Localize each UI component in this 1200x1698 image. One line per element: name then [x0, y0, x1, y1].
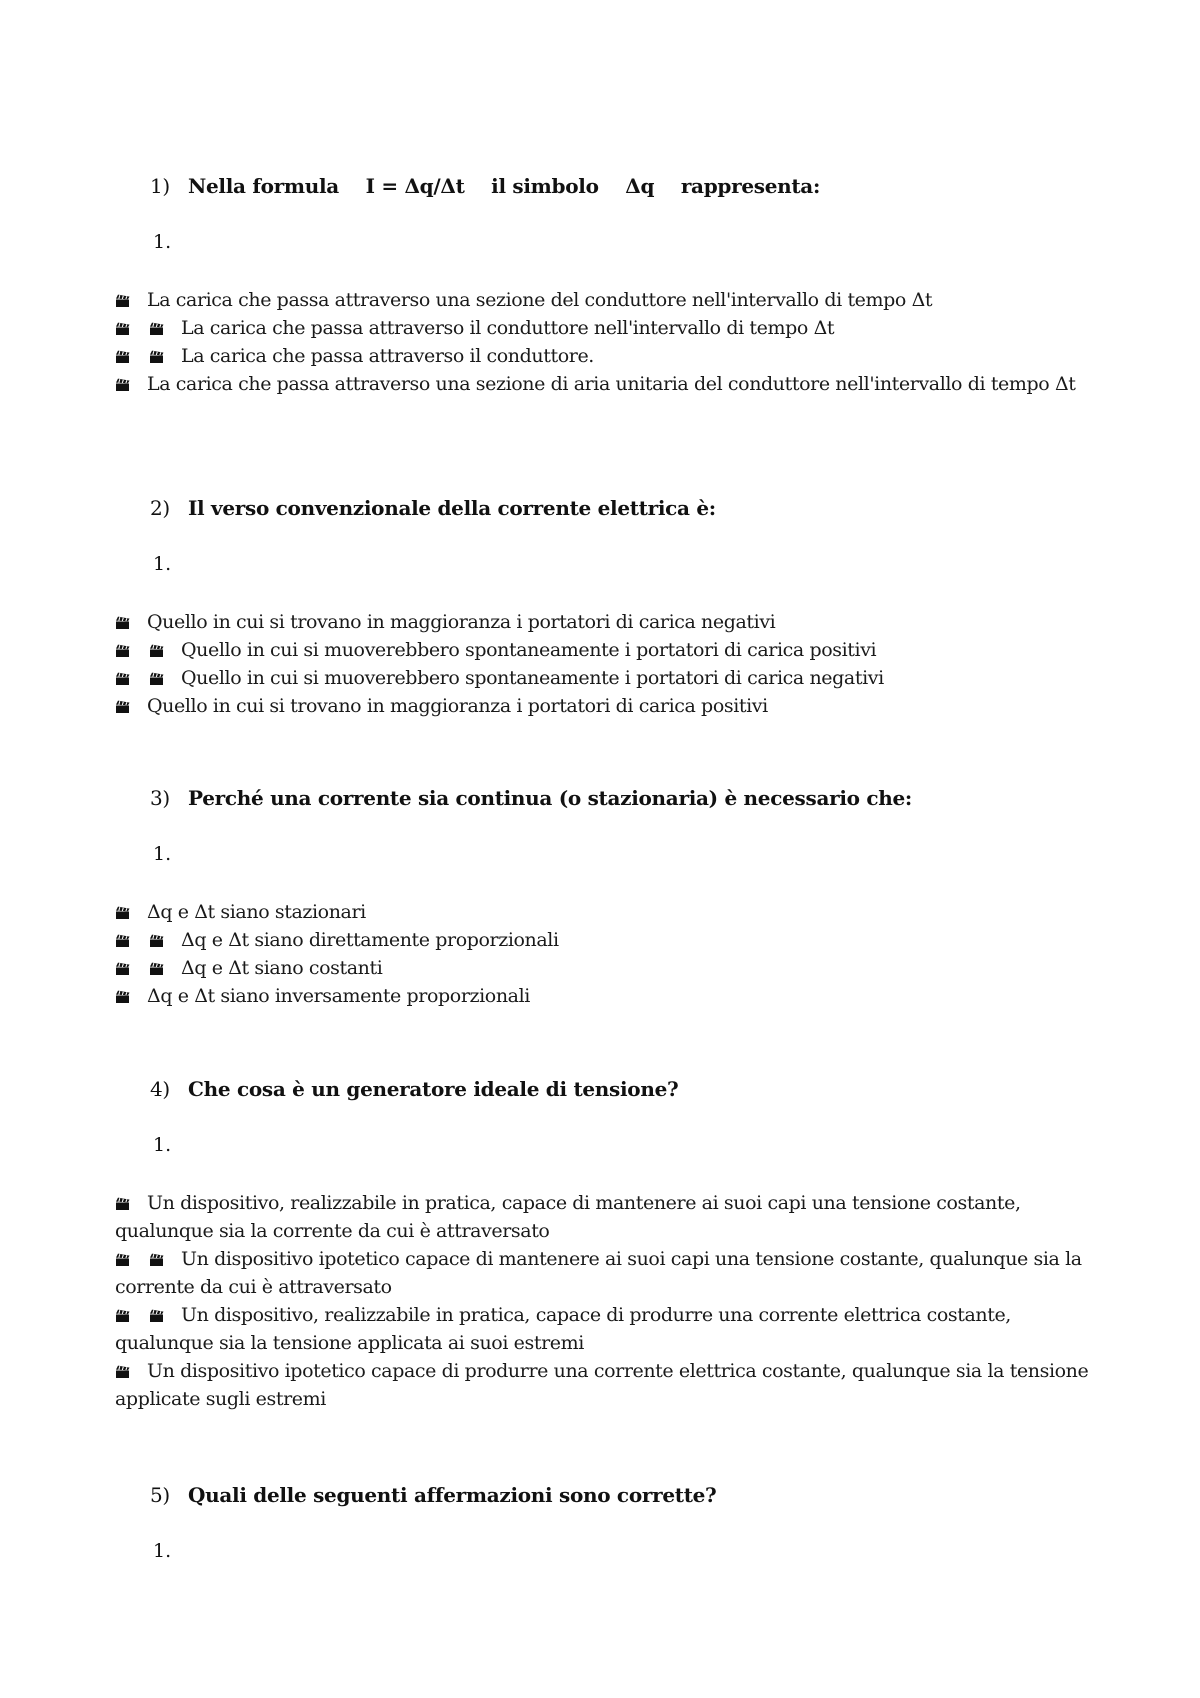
answer-option-text: La carica che passa attraverso una sezione di aria unitaria del conduttore nell'intervallo di tempo Δt	[147, 373, 1076, 395]
answer-option	[115, 926, 1095, 954]
answer-option	[115, 1357, 1095, 1413]
answer-option	[115, 608, 1095, 636]
question-number: 3)	[150, 786, 170, 810]
clapperboard-icon	[115, 1309, 131, 1323]
answer-option	[115, 636, 1095, 664]
clapperboard-icon	[115, 1253, 131, 1267]
clapperboard-icon	[149, 1253, 165, 1267]
answer-option	[115, 314, 1095, 342]
clapperboard-icon	[115, 700, 131, 714]
question-heading	[150, 786, 912, 810]
answer-option	[115, 954, 1095, 982]
answer-option	[115, 898, 1095, 926]
question-title: Quali delle seguenti affermazioni sono corrette?	[188, 1483, 717, 1507]
clapperboard-icon	[115, 906, 131, 920]
answer-option-text: Un dispositivo, realizzabile in pratica, capace di produrre una corrente elettrica costante, qualunque sia la tensione applicata ai suoi estremi	[115, 1304, 1011, 1354]
question-title: Il verso convenzionale della corrente elettrica è:	[188, 496, 716, 520]
options-list	[115, 608, 1095, 720]
clapperboard-icon	[149, 934, 165, 948]
question-heading	[150, 1483, 716, 1507]
clapperboard-icon	[149, 672, 165, 686]
clapperboard-icon	[115, 616, 131, 630]
answer-option	[115, 1189, 1095, 1245]
list-marker: 1.	[153, 1134, 172, 1156]
question-title: Perché una corrente sia continua (o stazionaria) è necessario che:	[188, 786, 912, 810]
clapperboard-icon	[115, 1197, 131, 1211]
list-marker: 1.	[153, 231, 172, 253]
clapperboard-icon	[115, 934, 131, 948]
question-title: Che cosa è un generatore ideale di tensione?	[188, 1077, 679, 1101]
options-list	[115, 1189, 1095, 1413]
answer-option	[115, 692, 1095, 720]
question-number: 4)	[150, 1077, 170, 1101]
answer-option-text: Δq e Δt siano costanti	[181, 957, 383, 979]
options-list	[115, 286, 1095, 398]
answer-option-text: Quello in cui si muoverebbero spontaneamente i portatori di carica positivi	[181, 639, 877, 661]
clapperboard-icon	[115, 672, 131, 686]
answer-option	[115, 1245, 1095, 1301]
question-number: 5)	[150, 1483, 170, 1507]
answer-option-text: La carica che passa attraverso una sezione del conduttore nell'intervallo di tempo Δt	[147, 289, 933, 311]
clapperboard-icon	[149, 644, 165, 658]
answer-option-text: Un dispositivo ipotetico capace di mantenere ai suoi capi una tensione costante, qualunque sia la corrente da cui è attraversato	[115, 1248, 1082, 1298]
answer-option-text: Quello in cui si trovano in maggioranza i portatori di carica negativi	[147, 611, 776, 633]
clapperboard-icon	[115, 1365, 131, 1379]
answer-option-text: Δq e Δt siano direttamente proporzionali	[181, 929, 559, 951]
answer-option-text: Δq e Δt siano inversamente proporzionali	[147, 985, 530, 1007]
list-marker: 1.	[153, 1540, 172, 1562]
answer-option	[115, 342, 1095, 370]
question-heading	[150, 174, 820, 198]
answer-option	[115, 370, 1095, 398]
clapperboard-icon	[149, 350, 165, 364]
answer-option	[115, 1301, 1095, 1357]
answer-option-text: Quello in cui si trovano in maggioranza i portatori di carica positivi	[147, 695, 768, 717]
clapperboard-icon	[115, 378, 131, 392]
answer-option-text: La carica che passa attraverso il conduttore nell'intervallo di tempo Δt	[181, 317, 835, 339]
clapperboard-icon	[115, 644, 131, 658]
list-marker: 1.	[153, 843, 172, 865]
clapperboard-icon	[115, 990, 131, 1004]
answer-option-text: La carica che passa attraverso il conduttore.	[181, 345, 594, 367]
answer-option	[115, 982, 1095, 1010]
question-number: 2)	[150, 496, 170, 520]
list-marker: 1.	[153, 553, 172, 575]
answer-option	[115, 664, 1095, 692]
question-heading	[150, 1077, 678, 1101]
clapperboard-icon	[115, 294, 131, 308]
answer-option-text: Δq e Δt siano stazionari	[147, 901, 366, 923]
clapperboard-icon	[115, 322, 131, 336]
clapperboard-icon	[115, 350, 131, 364]
question-heading	[150, 496, 716, 520]
clapperboard-icon	[149, 962, 165, 976]
options-list	[115, 898, 1095, 1010]
question-number: 1)	[150, 174, 170, 198]
clapperboard-icon	[115, 962, 131, 976]
question-title: Nella formula I = Δq/Δt il simbolo Δq rappresenta:	[188, 174, 821, 198]
clapperboard-icon	[149, 322, 165, 336]
clapperboard-icon	[149, 1309, 165, 1323]
answer-option-text: Un dispositivo, realizzabile in pratica, capace di mantenere ai suoi capi una tensione costante, qualunque sia la corrente da cui è attraversato	[115, 1192, 1021, 1242]
answer-option-text: Un dispositivo ipotetico capace di produrre una corrente elettrica costante, qualunque sia la tensione applicate sugli estremi	[115, 1360, 1089, 1410]
answer-option	[115, 286, 1095, 314]
answer-option-text: Quello in cui si muoverebbero spontaneamente i portatori di carica negativi	[181, 667, 884, 689]
